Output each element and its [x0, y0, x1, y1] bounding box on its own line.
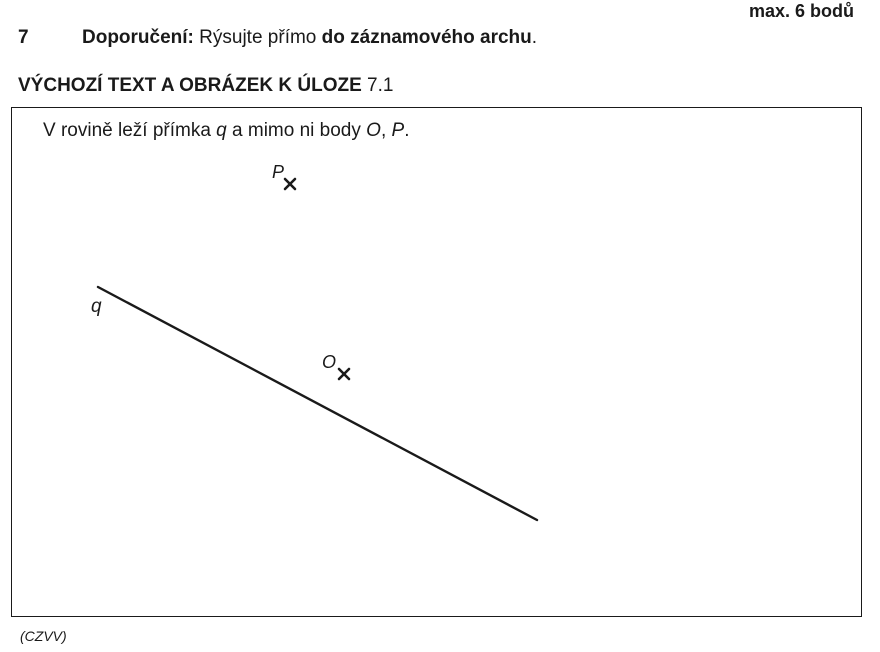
task-number: 7	[18, 27, 29, 48]
task-recommendation	[82, 26, 537, 50]
source-note: (CZVV)	[20, 628, 67, 644]
intro-part-b: a mimo ni body	[226, 120, 367, 141]
recommendation-label: Doporučení:	[82, 27, 194, 48]
intro-point-p: P	[391, 120, 405, 141]
intro-line-name: q	[216, 120, 227, 141]
section-heading-number: 7.1	[361, 75, 394, 96]
section-heading	[18, 74, 393, 98]
intro-end: .	[404, 120, 410, 141]
intro-point-o: O	[366, 120, 381, 141]
recommendation-text-b: do záznamového archu	[321, 27, 532, 48]
geometry-figure	[12, 108, 863, 618]
section-heading-title: VÝCHOZÍ TEXT A OBRÁZEK K ÚLOZE	[18, 75, 362, 96]
intro-part-a: V rovině leží přímka	[43, 120, 217, 141]
figure-frame	[11, 107, 862, 617]
point-p-label: P	[272, 162, 285, 182]
line-q	[98, 287, 537, 520]
line-q-label: q	[91, 296, 102, 317]
point-o-label: O	[322, 352, 337, 372]
point-p-cross-icon	[285, 179, 295, 189]
recommendation-text-a: Rýsujte přímo	[193, 27, 322, 48]
recommendation-text-c: .	[531, 27, 538, 48]
intro-separator: ,	[380, 120, 392, 141]
point-o-cross-icon	[339, 369, 349, 379]
max-points: max. 6 bodů	[748, 1, 854, 21]
